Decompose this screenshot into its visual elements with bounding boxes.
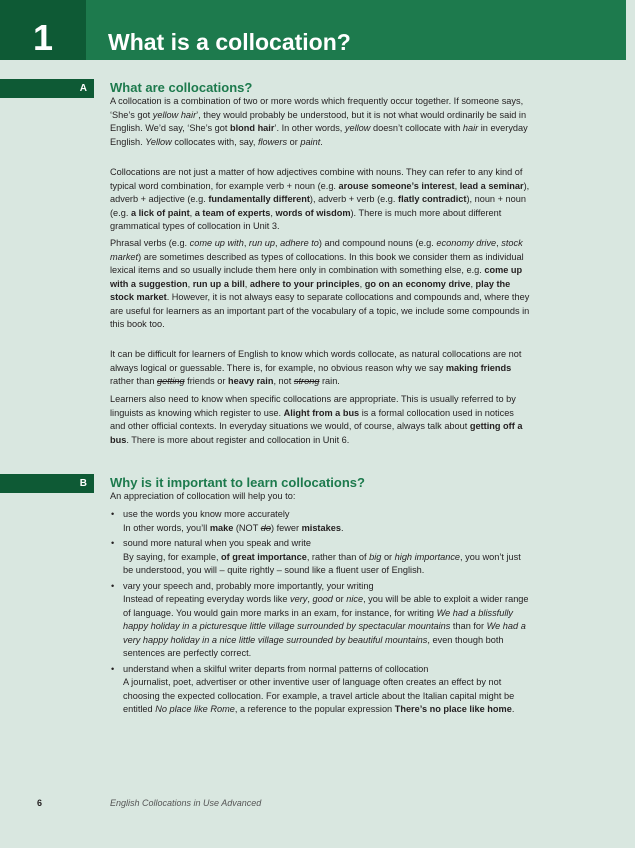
list-item [110,663,530,717]
text-run: , [359,278,365,289]
text-run: , [274,238,281,248]
text-run: , you will be able to exploit a wider range of language. You would gain more marks in an exam, for instance, for writing [123,594,529,618]
text-run: . However, it is not always easy to separate collocations and compounds and, where they are useful for learners as an important part of the vocabulary of a topic, we include some compounds in this book too. [110,292,530,329]
text-run: getting off a bus [110,421,523,445]
text-run: doesn’t collocate with [370,123,463,133]
text-run: come up with a suggestion [110,265,523,289]
bullet-icon: • [111,509,115,519]
section-a-letter: A [79,83,87,94]
text-run: . There is more about register and collocation in Unit 6. [126,434,350,445]
section-a-paragraph-4 [110,348,530,389]
text-run: ) are sometimes described as types of collocations. In this book we consider them as individual lexical items and so usually include them here only in combination with something else, e.g. [110,251,524,275]
text-run: than for [450,621,487,631]
text-run: , [244,278,250,289]
bullet-body [123,522,530,536]
text-run: A journalist, poet, advertiser or other inventive user of language often creates an effect by not choosing the expected collocation. For example, a travel article about the Italian capital might be entitled [123,677,515,714]
text-run: , [454,180,460,191]
text-run: , [270,207,276,218]
text-run: ’. In other words, [274,123,345,133]
text-run: , [189,207,195,218]
bullet-heading: understand when a skilful writer departs from normal patterns of collocation [123,663,429,674]
text-run: a team of experts [194,207,271,218]
text-run: nice [346,594,364,604]
text-run: or [287,136,301,147]
text-run: high importance [394,551,461,562]
text-run: in everyday English. [110,123,528,147]
text-run: We had a very happy holiday in a nice little village surrounded by beautiful mountains [123,621,526,645]
text-run: come up with [189,238,244,248]
text-run: fundamentally different [208,194,310,204]
page-title: What is a collocation? [108,29,351,55]
text-run: rain. [319,376,340,386]
text-run: ) and compound nouns (e.g. [318,238,437,248]
bullet-heading: vary your speech and, probably more importantly, your writing [123,580,374,591]
text-run: hair [462,123,479,133]
section-b-title: Why is it important to learn collocations? [110,475,365,490]
text-run: words of wisdom [275,207,351,218]
text-run: Phrasal verbs (e.g. [110,238,190,248]
text-run: of great importance [221,551,307,562]
text-run: By saying, for example, [123,551,222,562]
text-run: lead a seminar [459,180,524,191]
text-run: , [243,238,249,248]
text-run: , [496,238,502,248]
book-title: English Collocations in Use Advanced [110,798,262,808]
bullet-body [123,593,530,661]
text-run: play the stock market [110,278,511,302]
text-run: ), noun + noun (e.g. [110,194,526,218]
section-b-intro: An appreciation of collocation will help you to: [110,491,296,501]
bullet-icon: • [111,580,115,591]
text-run: (NOT [233,522,261,533]
text-run: , rather than of [306,551,370,562]
text-run: , even though both sentences are perfectly correct. [123,634,504,658]
text-run: heavy rain [228,376,274,386]
text-run: do [260,522,271,533]
bullet-body [123,676,530,717]
section-b-letter: B [79,478,87,489]
text-run: ’, they would probably be understood, but it is not what would ordinarily be said in English. We’d say, ‘She’s got [110,109,527,133]
section-a-paragraph-1 [110,95,530,149]
benefits-list [110,508,530,719]
text-run: stock market [110,238,523,262]
text-run: yellow hair [152,109,197,120]
text-run: In other words, you’ll [123,522,210,533]
text-run: . [320,136,323,147]
text-run: , a reference to the popular expression [234,704,395,714]
text-run: friends or [184,376,228,386]
text-run: make [209,522,234,533]
text-run: No place like Rome [155,704,235,714]
list-item [110,537,530,578]
page-number: 6 [37,798,43,808]
text-run: Instead of repeating everyday words like [123,594,290,604]
text-run: Yellow [145,136,172,147]
text-run: Collocations are not just a matter of how adjectives combine with nouns. They can refer to any kind of typical word combination, for example verb + noun (e.g. [110,167,523,191]
text-run: There’s no place like home [394,704,512,714]
list-item [110,580,530,661]
text-run: run up [248,238,275,248]
text-run: , not [273,376,294,386]
text-run: run up a bill [192,278,245,289]
text-run: making friends [445,362,512,373]
unit-number: 1 [32,17,54,58]
text-run: yellow [344,123,371,133]
text-run: . [511,704,515,714]
list-item [110,508,530,535]
text-run: We had a blissfully happy holiday in a picturesque little village surrounded by spectacular mountains [123,607,514,631]
text-run: strong [293,376,320,386]
text-run: or [332,594,347,604]
text-run: rather than [110,376,157,386]
text-run: flatly contradict [398,194,467,204]
text-run: A collocation is a combination of two or more words which frequently occur together. If someone says, ‘She’s got [110,96,524,120]
text-run: arouse someone’s interest [338,180,455,191]
text-run: or [381,551,395,562]
text-run: , you won’t just be understood, you will – quite rightly – sound like a fluent user of English. [123,551,521,575]
section-b-tab [0,474,94,493]
text-run: collocates with, say, [171,136,258,147]
text-run: , [187,278,193,289]
text-run: ). There is much more about different grammatical types of collocation in Unit 3. [110,207,502,231]
text-run: very [290,594,308,604]
text-run: ), adverb + verb (e.g. [309,194,399,204]
bullet-heading: use the words you know more accurately [123,509,290,519]
bullet-icon: • [111,663,115,674]
section-a-title: What are collocations? [110,80,253,95]
text-run: go on an economy drive [364,278,471,289]
text-run: paint [300,136,321,147]
text-run: big [369,551,382,562]
text-run: , [470,278,476,289]
section-a-paragraph-5 [110,393,530,447]
text-run: flowers [257,136,288,147]
text-run: ), adverb + adjective (e.g. [110,180,530,204]
text-run: ) fewer [270,522,302,533]
text-run: adhere to your principles [249,278,360,289]
text-run: It can be difficult for learners of English to know which words collocate, as natural collocations are not always logical or guessable. There is, for example, no obvious reason why we say [110,349,522,373]
section-a-paragraph-3 [110,237,530,332]
text-run: blond hair [230,123,275,133]
bullet-heading: sound more natural when you speak and write [123,538,311,548]
text-run: economy drive [436,238,497,248]
text-run: mistakes [301,522,341,533]
text-run: is a formal collocation used in notices and other official contexts. In everyday situations we would, of course, always talk about [110,407,514,431]
bullet-icon: • [111,538,115,548]
text-run: adhere to [280,238,319,248]
text-run: good [312,594,333,604]
text-run: , [307,594,313,604]
text-run: getting [157,376,185,386]
text-run: a lick of paint [130,207,190,218]
section-a-tab [0,79,94,98]
text-run: Learners also need to know when specific collocations are appropriate. This is usually referred to by linguists as knowing which register to use. [110,394,516,418]
bullet-body [123,551,530,578]
section-a-paragraph-2 [110,166,530,234]
unit-number-box [0,0,86,60]
text-run: . [340,522,344,533]
text-run: Alight from a bus [283,407,360,418]
